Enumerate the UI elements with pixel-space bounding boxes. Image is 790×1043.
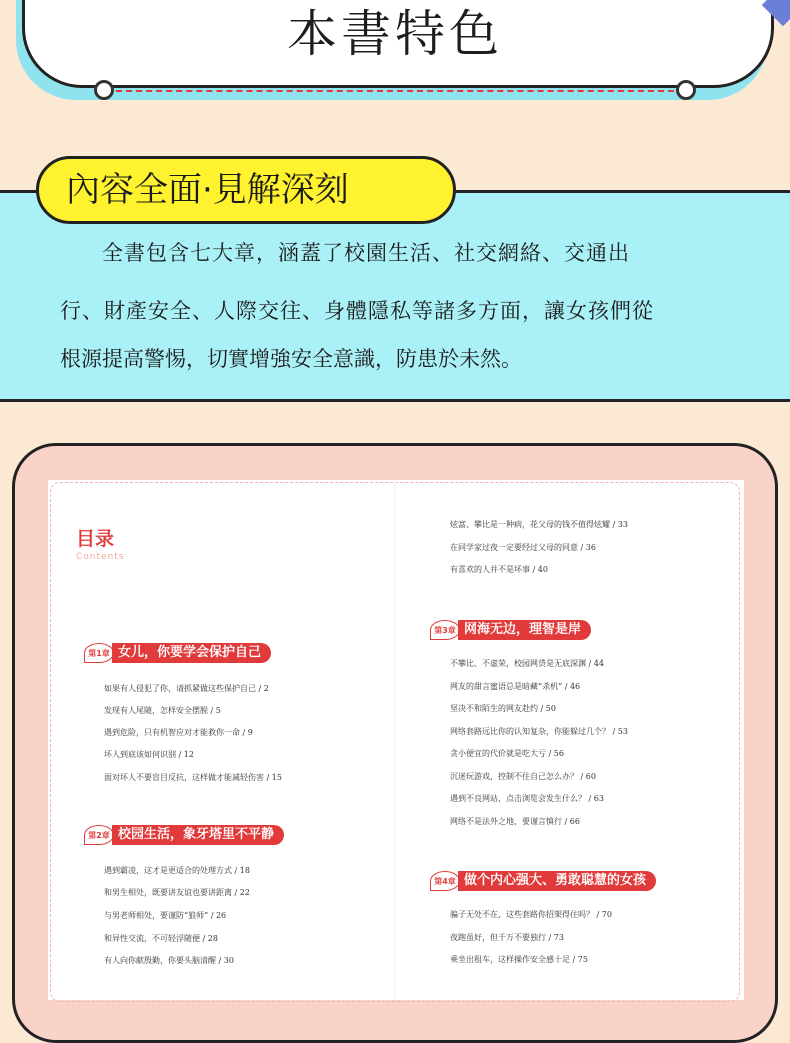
toc-item: 炫富、攀比是一种病，花父母的钱不值得炫耀 / 33 (450, 520, 628, 529)
toc-item: 如果有人侵犯了你，请抓紧做这些保护自己 / 2 (104, 684, 269, 693)
page-title: 本書特色 (287, 5, 503, 63)
toc-item: 贪小便宜的代价就是吃大亏 / 56 (450, 749, 564, 758)
chapter-badge: 第2章 (84, 825, 114, 845)
toc-item: 乘坐出租车，这样操作安全感十足 / 75 (450, 955, 588, 964)
ring-right-icon (676, 80, 696, 100)
toc-item: 坚决不和陌生的网友赴约 / 50 (450, 704, 556, 713)
toc-item: 和男生相处，既要讲友谊也要讲距离 / 22 (104, 888, 250, 897)
chapter-title: 女儿，你要学会保护自己 (112, 643, 271, 663)
toc-item: 骗子无处不在，这些套路你招架得住吗？ / 70 (450, 910, 612, 919)
chapter-title: 做个内心强大、勇敢聪慧的女孩 (458, 871, 656, 891)
feature-text-line-2: 行、財產安全、人際交往、身體隱私等諸多方面，讓女孩們從 (60, 299, 654, 323)
contents-title: 目录 (76, 528, 115, 550)
toc-item: 网络套路远比你的认知复杂，你能躲过几个？ / 53 (450, 727, 628, 736)
chapter-1-heading (84, 642, 271, 664)
toc-item: 面对坏人不要盲目反抗，这样做才能减轻伤害 / 15 (104, 773, 282, 782)
chapter-2-heading (84, 824, 284, 846)
toc-item: 发现有人尾随，怎样安全摆脱 / 5 (104, 706, 221, 715)
toc-item: 不攀比、不虚荣，校园网贷是无底深渊 / 44 (450, 659, 604, 668)
toc-item: 和异性交流，不可轻浮随便 / 28 (104, 934, 218, 943)
chapter-badge: 第4章 (430, 871, 460, 891)
toc-item: 沉迷玩游戏，控制不住自己怎么办？ / 60 (450, 772, 596, 781)
toc-item: 网友的甜言蜜语总是暗藏“杀机” / 46 (450, 682, 581, 691)
toc-item: 有喜欢的人并不是坏事 / 40 (450, 565, 548, 574)
toc-item: 遇到不良网站，点击浏览会发生什么？ / 63 (450, 794, 604, 803)
feature-text-line-3: 根源提高警惕，切實增強安全意識，防患於未然。 (60, 347, 522, 371)
chapter-3-heading (430, 619, 591, 641)
toc-item: 在同学家过夜一定要经过父母的同意 / 36 (450, 543, 596, 552)
feature-heading: 內容全面·見解深刻 (66, 170, 349, 210)
dashed-divider (116, 90, 674, 92)
toc-item: 与男老师相处，要谨防“狼师” / 26 (104, 911, 227, 920)
toc-item: 网络不是法外之地，要谨言慎行 / 66 (450, 817, 580, 826)
feature-text-line-1: 全書包含七大章，涵蓋了校園生活、社交網絡、交通出 (102, 241, 630, 265)
book-spine (394, 480, 396, 1000)
toc-item: 坏人到底该如何识别 / 12 (104, 750, 194, 759)
chapter-title: 网海无边，理智是岸 (458, 620, 591, 640)
toc-item: 夜跑虽好，但千万不要独行 / 73 (450, 933, 564, 942)
toc-item: 遇到危险，只有机智应对才能救你一命 / 9 (104, 728, 253, 737)
toc-item: 有人向你献殷勤，你要头脑清醒 / 30 (104, 956, 234, 965)
toc-item: 遇到霸凌，这才是更适合的处理方式 / 18 (104, 866, 250, 875)
chapter-title: 校园生活，象牙塔里不平静 (112, 825, 284, 845)
chapter-badge: 第3章 (430, 620, 460, 640)
contents-subtitle: Contents (76, 552, 125, 562)
chapter-4-heading (430, 870, 656, 892)
ring-left-icon (94, 80, 114, 100)
chapter-badge: 第1章 (84, 643, 114, 663)
